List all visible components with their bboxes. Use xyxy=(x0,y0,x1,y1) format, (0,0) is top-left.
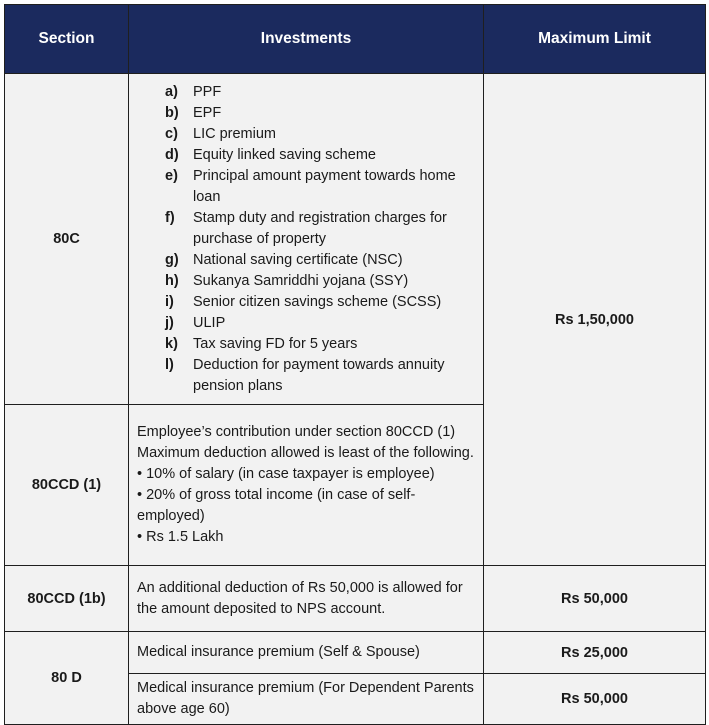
investment-item xyxy=(165,271,475,292)
item-letter: h) xyxy=(165,272,179,289)
item-text: National saving certificate (NSC) xyxy=(193,251,403,268)
investment-item xyxy=(165,103,475,124)
item-letter: d) xyxy=(165,146,179,163)
section-80c: 80C xyxy=(5,74,129,405)
item-letter: j) xyxy=(165,314,174,331)
header-section: Section xyxy=(5,5,129,74)
header-investments: Investments xyxy=(129,5,484,74)
item-letter: k) xyxy=(165,335,178,352)
investment-item xyxy=(165,82,475,103)
section-80d: 80 D xyxy=(5,632,129,725)
item-text: Senior citizen savings scheme (SCSS) xyxy=(193,293,442,310)
investments-80ccd1b: An additional deduction of Rs 50,000 is allowed for the amount deposited to NPS account. xyxy=(129,566,484,632)
section-80ccd1: 80CCD (1) xyxy=(5,405,129,566)
item-text: EPF xyxy=(193,104,222,121)
item-letter: f) xyxy=(165,209,175,226)
item-letter: a) xyxy=(165,83,178,100)
investment-list xyxy=(137,82,475,397)
item-letter: i) xyxy=(165,293,174,310)
80ccd1-intro: Employee’s contribution under section 80CCD (1) Maximum deduction allowed is least of the following. xyxy=(137,424,474,461)
investments-80ccd1 xyxy=(129,405,484,566)
80ccd1-bullet: • 10% of salary (in case taxpayer is employee) xyxy=(137,466,435,482)
item-letter: l) xyxy=(165,356,174,373)
item-text: Stamp duty and registration charges for purchase of property xyxy=(193,209,447,247)
item-text: Tax saving FD for 5 years xyxy=(193,335,358,352)
item-text: PPF xyxy=(193,83,222,100)
item-letter: e) xyxy=(165,167,178,184)
limit-80d-parents: Rs 50,000 xyxy=(484,674,706,725)
item-letter: g) xyxy=(165,251,179,268)
investment-item xyxy=(165,334,475,355)
limit-80d-self: Rs 25,000 xyxy=(484,632,706,674)
investment-item xyxy=(165,124,475,145)
limit-80c-80ccd1: Rs 1,50,000 xyxy=(484,74,706,566)
investment-item xyxy=(165,355,475,397)
item-text: Equity linked saving scheme xyxy=(193,146,376,163)
item-text: LIC premium xyxy=(193,125,276,142)
investment-item xyxy=(165,313,475,334)
section-80ccd1b: 80CCD (1b) xyxy=(5,566,129,632)
item-text: Principal amount payment towards home loan xyxy=(193,167,456,205)
row-80c xyxy=(5,74,706,405)
investment-item xyxy=(165,166,475,208)
header-row xyxy=(5,5,706,74)
investment-item xyxy=(165,292,475,313)
80ccd1-bullet: • Rs 1.5 Lakh xyxy=(137,529,224,545)
item-text: Deduction for payment towards annuity pension plans xyxy=(193,356,445,394)
investment-item xyxy=(165,250,475,271)
header-maximum-limit: Maximum Limit xyxy=(484,5,706,74)
limit-80ccd1b: Rs 50,000 xyxy=(484,566,706,632)
item-letter: c) xyxy=(165,125,178,142)
investments-80d-parents: Medical insurance premium (For Dependent Parents above age 60) xyxy=(129,674,484,725)
investments-80d-self: Medical insurance premium (Self & Spouse) xyxy=(129,632,484,674)
item-letter: b) xyxy=(165,104,179,121)
item-text: Sukanya Samriddhi yojana (SSY) xyxy=(193,272,409,289)
row-80d-self xyxy=(5,632,706,674)
investments-80c xyxy=(129,74,484,405)
item-text: ULIP xyxy=(193,314,226,331)
investment-item xyxy=(165,145,475,166)
investment-item xyxy=(165,208,475,250)
row-80ccd1b xyxy=(5,566,706,632)
80ccd1-bullet: • 20% of gross total income (in case of self-employed) xyxy=(137,487,416,524)
tax-deduction-table xyxy=(4,4,706,725)
